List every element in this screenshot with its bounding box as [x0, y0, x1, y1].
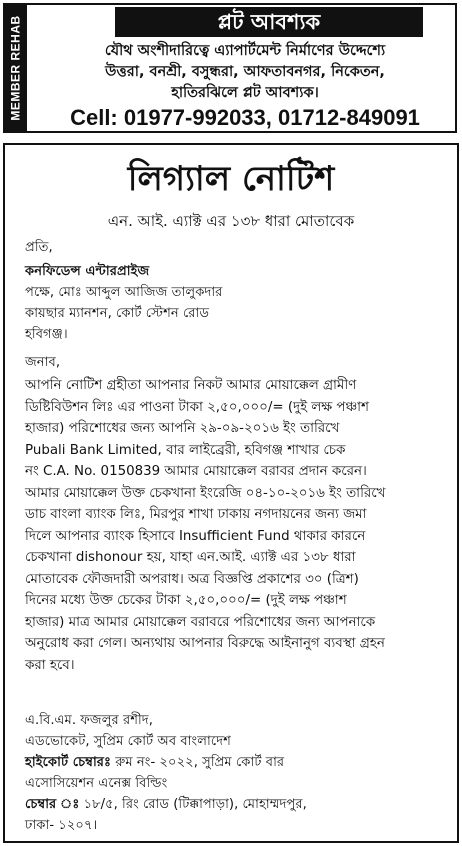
body-line: হাজার) পরিশোধের জন্য আপনি ২৯-০৯-২০১৬ ইং তারিখে [25, 421, 340, 436]
legal-notice [3, 143, 459, 843]
body-line: করা হবে। [25, 657, 75, 673]
body-line: হাজার) মাত্র আমার মোয়াক্কেল বরাবরে পরিশোধের জন্য আপনাকে [25, 614, 376, 630]
body-line: অনুরোধ করা গেল। অন্যথায় আপনার বিরুদ্ধে আইনানুগ ব্যবস্থা গ্রহন [25, 636, 385, 651]
high-court-chamber-label: হাইকোর্ট চেম্বারঃ [25, 755, 112, 770]
plot-wanted-ad [3, 3, 457, 133]
notice-body [25, 375, 445, 676]
high-court-chamber [25, 752, 284, 773]
ad-line-3: হাতিরঝিলে প্লট আবশ্যক। [171, 85, 319, 101]
body-line: আমার মোয়াক্কেল উক্ত চেকখানা ইংরেজি ০৪-১০-২০১৬ ইং তারিখে [25, 485, 386, 501]
body-line: আপনি নোটিশ গ্রহীতা আপনার নিকট আমার মোয়াক্কেল গ্রামীণ [25, 378, 357, 393]
recipient-address-2: হবিগঞ্জ। [25, 327, 68, 342]
chamber [25, 794, 307, 815]
ad-cell-numbers: Cell: 01977-992033, 01712-849091 [70, 105, 420, 130]
signatory-name: এ.বি.এম. ফজলুর রশীদ, [25, 713, 153, 728]
recipient-name: কনফিডেন্স এন্টারপ্রাইজ [25, 264, 150, 279]
notice-title: লিগ্যাল নোটিশ [127, 159, 335, 199]
recipient-on-behalf: পক্ষে, মোঃ আব্দুল আজিজ তালুকদার [25, 285, 223, 300]
recipient-address-1: কায়ছার ম্যানশন, কোর্ট স্টেশন রোড [25, 306, 210, 321]
chamber-address: ১৮/৫, রিং রোড (টিক্কাপাড়া), মোহাম্মদপুর, [83, 797, 307, 812]
salutation: জনাব, [25, 355, 61, 370]
body-line: দিনের মধ্যে উক্ত চেকের টাকা ২,৫০,০০০/= (দুই লক্ষ পঞ্চাশ [25, 593, 347, 608]
notice-subheading: এন. আই. এ্যাক্ট এর ১৩৮ ধারা মোতাবেক [107, 212, 355, 230]
body-line: Pubali Bank Limited, বার লাইব্রেরী, হবিগঞ্জ শাখার চেক [25, 442, 346, 458]
chamber-label: চেম্বার ঃ [25, 797, 80, 812]
ad-line-1: যৌথ অংশীদারিত্বে এ্যাপার্টমেন্ট নির্মাণের উদ্দেশ্যে [104, 43, 386, 59]
high-court-chamber-address-2: এসোসিয়েশন এনেক্স বিল্ডিং [25, 776, 168, 791]
body-line: দিলে আপনার ব্যাংক হিসাবে Insufficient Fund থাকার কারনে [25, 528, 366, 544]
signatory-title: এডভোকেট, সুপ্রিম কোর্ট অব বাংলাদেশ [25, 734, 231, 749]
member-rehab-label: MEMBER REHAB [9, 15, 23, 121]
to-label: প্রতি, [25, 240, 53, 255]
ad-title: প্লট আবশ্যক [115, 7, 423, 37]
body-line: ডিষ্টিবিউশন লিঃ এর পাওনা টাকা ২,৫০,০০০/= (দুই লক্ষ পঞ্চাশ [25, 399, 369, 415]
body-line: চেকখানা dishonour হয়, যাহা এন.আই. এ্যাক্ট এর ১৩৮ ধারা [25, 550, 356, 565]
body-line: ডাচ বাংলা ব্যাংক লিঃ, মিরপুর শাখা ঢাকায় নগদায়নের জন্য জমা [25, 507, 367, 522]
body-line: নং C.A. No. 0150839 আমার মোয়াক্কেল বরাবর প্রদান করেন। [25, 464, 367, 479]
high-court-chamber-address: রুম নং- ২০২২, সুপ্রিম কোর্ট বার [115, 755, 285, 770]
ad-side-banner [5, 5, 27, 131]
ad-line-2: উত্তরা, বনশ্রী, বসুন্ধরা, আফতাবনগর, নিকেতন, [105, 64, 385, 80]
body-line: মোতাবেক ফৌজদারী অপরাধ। অত্র বিজ্ঞপ্তি প্রকাশের ৩০ (ত্রিশ) [25, 571, 359, 587]
chamber-city: ঢাকা- ১২০৭। [25, 818, 98, 833]
